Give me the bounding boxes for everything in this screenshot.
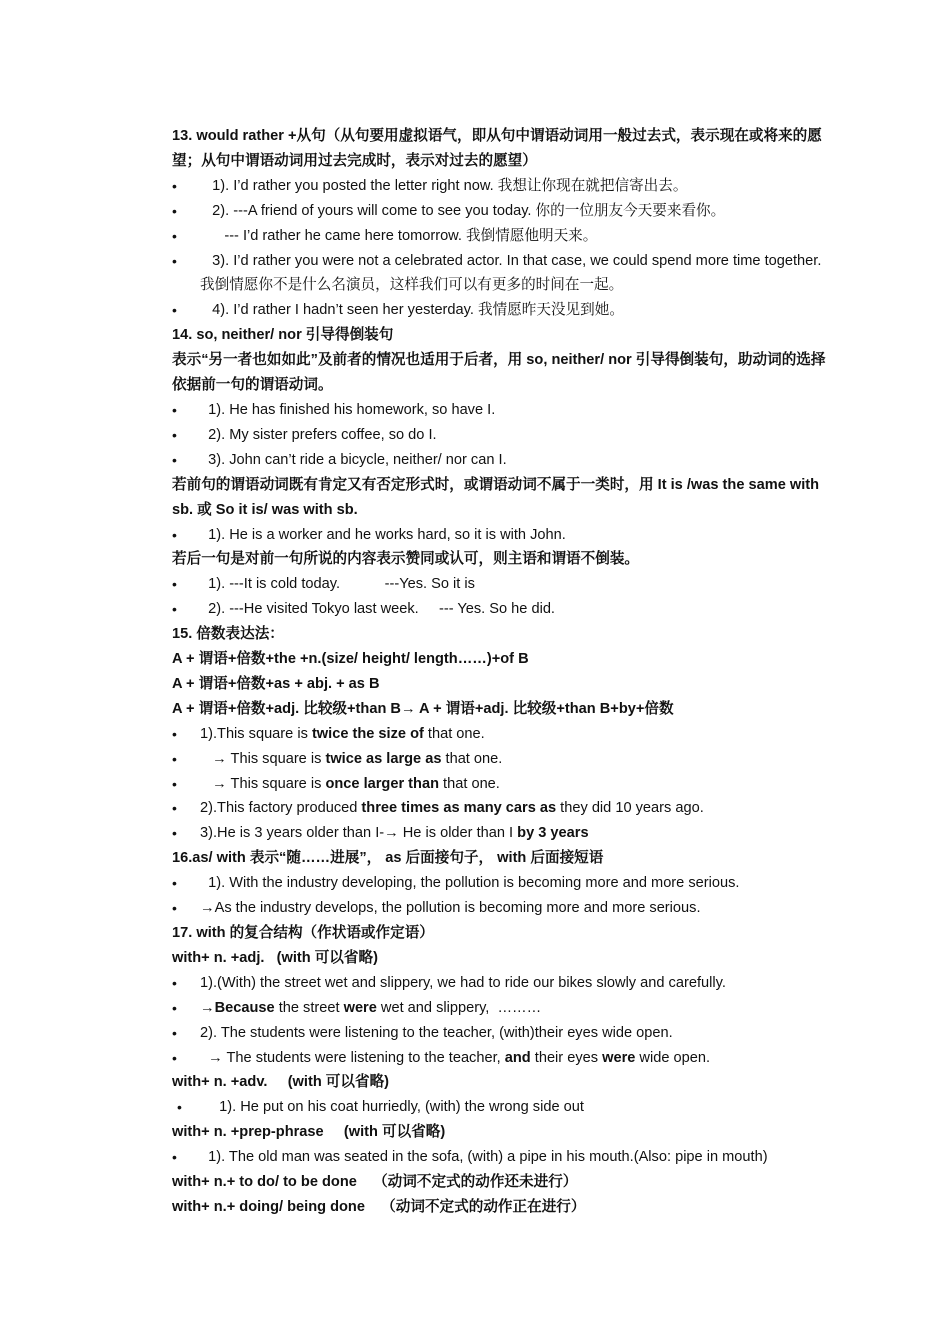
- section-heading: 若前句的谓语动词既有肯定又有否定形式时，或谓语动词不属于一类时，用 It is /was the same with sb. 或 So it is/ was with sb.: [172, 476, 824, 518]
- bullet-text: 1). He put on his coat hurriedly, (with) the wrong side out: [207, 1099, 584, 1116]
- bullet-icon: •: [172, 576, 177, 593]
- text-run: twice as large as: [325, 750, 442, 767]
- section-heading: A + 谓语+倍数+as + abj. + as B: [172, 675, 380, 692]
- section-heading: 14. so, neither/ nor 引导得倒装句: [172, 327, 394, 344]
- text-run: once larger than: [325, 775, 439, 792]
- bullet-item: [172, 174, 840, 199]
- bullet-icon: •: [172, 825, 177, 842]
- section-heading: with+ n. +adv. (with 可以省略): [172, 1074, 390, 1091]
- bullet-item: [172, 722, 840, 747]
- bullet-icon: •: [172, 1149, 177, 1166]
- text-run: were: [343, 999, 377, 1016]
- text-run: that one.: [439, 775, 500, 792]
- bullet-text: 2). ---A friend of yours will come to see you today. 你的一位朋友今天要来看你。: [200, 202, 726, 219]
- section-heading: 13. would rather +从句（从句要用虚拟语气，即从句中谓语动词用一般过去式，表示现在或将来的愿望；从句中谓语动词用过去完成时，表示对过去的愿望）: [172, 128, 822, 169]
- text-run: that one.: [441, 750, 503, 767]
- text-run: were: [602, 1049, 636, 1066]
- bullet-icon: •: [172, 426, 177, 443]
- bullet-icon: •: [172, 177, 177, 194]
- text-run: wide open.: [635, 1049, 711, 1066]
- bullet-item: [172, 796, 840, 821]
- bullet-text: →As the industry develops, the pollution is becoming more and more serious.: [200, 900, 701, 917]
- text-run: →: [200, 999, 215, 1016]
- bullet-icon: •: [172, 601, 177, 618]
- bullet-item: [172, 772, 840, 797]
- bullet-item: [172, 249, 840, 299]
- section-heading: 表示“另一者也如如此”及前者的情况也适用于后者，用 so, neither/ nor 引导得倒装句，助动词的选择依据前一句的谓语动词。: [172, 352, 826, 394]
- bullet-item: [172, 996, 840, 1021]
- bullet-text: 3). John can’t ride a bicycle, neither/ nor can I.: [200, 451, 507, 468]
- bullet-text: --- I’d rather he came here tomorrow. 我倒情愿他明天来。: [200, 227, 598, 244]
- section-heading: with+ n. +adj. (with 可以省略): [172, 949, 378, 966]
- text-run: Because: [214, 999, 275, 1016]
- bullet-icon: •: [172, 302, 177, 319]
- section-heading: A + 谓语+倍数+adj. 比较级+than B→ A + 谓语+adj. 比较级+than B+by+倍数: [172, 700, 674, 717]
- bullet-item: [172, 224, 840, 249]
- bullet-text: 1). ---It is cold today. ---Yes. So it is: [200, 576, 475, 593]
- text-run: that one.: [423, 725, 485, 742]
- text-run: twice the size of: [311, 725, 424, 742]
- bullet-icon: •: [172, 227, 177, 244]
- bullet-item: [172, 448, 840, 473]
- bullet-icon: •: [172, 252, 177, 269]
- bullet-text: 1). He is a worker and he works hard, so it is with John.: [200, 526, 566, 543]
- bullet-icon: •: [172, 800, 177, 817]
- bullet-icon: •: [172, 401, 177, 418]
- bullet-item: [172, 1095, 840, 1120]
- text-run: the street: [274, 999, 344, 1016]
- section-heading: 15. 倍数表达法：: [172, 626, 284, 643]
- bullet-item: [172, 1046, 840, 1071]
- section-heading: 16.as/ with 表示“随……进展”， as 后面接句子， with 后面接短语: [172, 850, 604, 867]
- bullet-item: [172, 199, 840, 224]
- section-heading: 若后一句是对前一句所说的内容表示赞同或认可，则主语和谓语不倒装。: [172, 551, 640, 568]
- text-run: 1).This square is: [200, 725, 312, 742]
- bullet-item: [172, 1145, 840, 1170]
- text-run: → The students were listening to the teacher,: [200, 1049, 505, 1066]
- bullet-text: 1). With the industry developing, the pollution is becoming more and more serious.: [200, 875, 740, 892]
- bullet-icon: •: [172, 526, 177, 543]
- bullet-text: 1). He has finished his homework, so have I.: [200, 401, 496, 418]
- bullet-icon: •: [172, 202, 177, 219]
- text-run: by 3 years: [517, 825, 589, 842]
- text-run: → This square is: [200, 750, 326, 767]
- bullet-item: [172, 971, 840, 996]
- section-heading: A + 谓语+倍数+the +n.(size/ height/ length……)+of B: [172, 651, 529, 668]
- bullet-item: [172, 871, 840, 896]
- text-run: they did 10 years ago.: [556, 800, 704, 817]
- bullet-text: 3). I’d rather you were not a celebrated actor. In that case, we could spend more time together. 我倒情愿你不是什么名演员，这样我们可以有更多的时间在一起。: [200, 252, 826, 294]
- bullet-icon: •: [172, 875, 177, 892]
- bullet-icon: •: [172, 974, 177, 991]
- bullet-text: 1).(With) the street wet and slippery, we had to ride our bikes slowly and carefully.: [200, 974, 726, 991]
- text-run: 2).This factory produced: [200, 800, 362, 817]
- bullet-item: [172, 423, 840, 448]
- text-run: 3).He is 3 years older than I-→ He is older than I: [200, 825, 518, 842]
- bullet-icon: •: [172, 1049, 177, 1066]
- bullet-text: 1). I’d rather you posted the letter right now. 我想让你现在就把信寄出去。: [200, 177, 688, 194]
- bullet-item: [172, 572, 840, 597]
- bullet-text: 2). The students were listening to the teacher, (with)their eyes wide open.: [200, 1024, 673, 1041]
- section-heading: with+ n.+ doing/ being done （动词不定式的动作正在进行）: [172, 1198, 586, 1215]
- bullet-item: [172, 1021, 840, 1046]
- bullet-text: 1). The old man was seated in the sofa, (with) a pipe in his mouth.(Also: pipe in mouth): [200, 1149, 768, 1166]
- bullet-text: 2). ---He visited Tokyo last week. --- Yes. So he did.: [200, 601, 555, 618]
- text-run: wet and slippery, ………: [376, 999, 542, 1016]
- bullet-icon: •: [172, 1024, 177, 1041]
- text-run: three times as many cars as: [361, 800, 557, 817]
- text-run: → This square is: [200, 775, 326, 792]
- section-heading: with+ n. +prep-phrase (with 可以省略): [172, 1124, 446, 1141]
- bullet-icon: •: [172, 750, 177, 767]
- bullet-icon: •: [172, 900, 177, 917]
- bullet-item: [172, 896, 840, 921]
- text-run: and: [504, 1049, 531, 1066]
- bullet-text: 2). My sister prefers coffee, so do I.: [200, 426, 437, 443]
- bullet-icon: •: [172, 999, 177, 1016]
- bullet-item: [172, 747, 840, 772]
- bullet-item: [172, 523, 840, 548]
- text-run: their eyes: [530, 1049, 603, 1066]
- bullet-item: [172, 821, 840, 846]
- bullet-icon: •: [177, 1099, 182, 1116]
- bullet-icon: •: [172, 775, 177, 792]
- bullet-item: [172, 298, 840, 323]
- section-heading: 17. with 的复合结构（作状语或作定语）: [172, 925, 434, 941]
- bullet-item: [172, 597, 840, 622]
- bullet-text: 4). I’d rather I hadn’t seen her yesterday. 我情愿昨天没见到她。: [200, 302, 624, 319]
- bullet-item: [172, 398, 840, 423]
- bullet-icon: •: [172, 725, 177, 742]
- section-heading: with+ n.+ to do/ to be done （动词不定式的动作还未进行）: [172, 1174, 578, 1191]
- bullet-icon: •: [172, 451, 177, 468]
